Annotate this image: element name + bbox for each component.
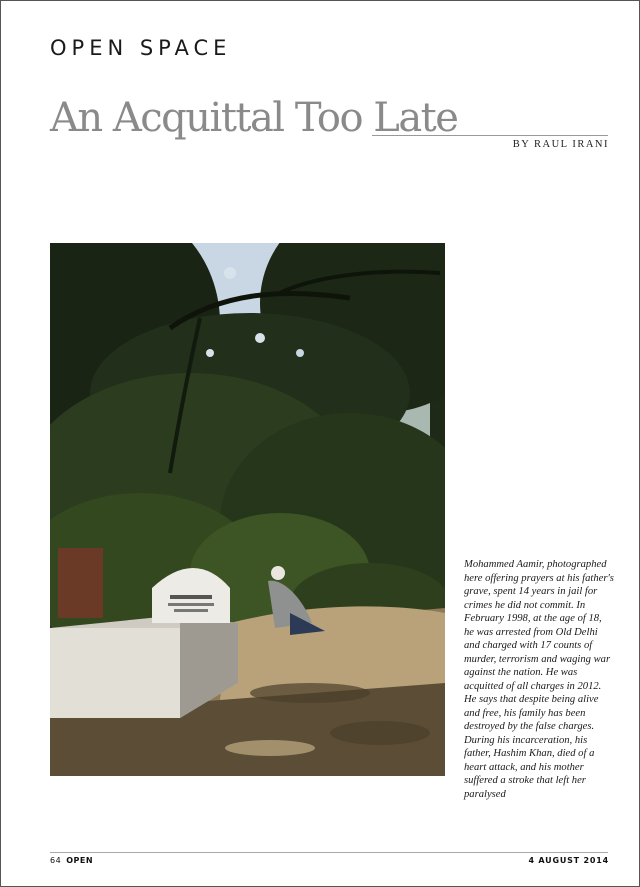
footer-divider (50, 852, 608, 853)
article-byline: BY RAUL IRANI (512, 139, 609, 150)
section-label: OPEN SPACE (50, 36, 232, 60)
grave-prayer-photo (50, 243, 445, 776)
issue-date: 4 AUGUST 2014 (528, 856, 609, 865)
article-headline: An Acquittal Too Late (50, 95, 458, 141)
magazine-name: OPEN (66, 856, 94, 865)
page-number: 64 (50, 856, 62, 865)
headline-divider (372, 135, 608, 136)
photo-caption: Mohammed Aamir, photographed here offering prayers at his father's grave, spent 14 years in jail for crimes he did not commit. In February 1998, at the age of 18, he was arrested from Old Delhi and charged with 17 counts of murder, terrorism and waging war against the nation. He was acquitted of all charges in 2012. He says that despite being alive and free, his family has been destroyed by the false charges. During his incarceration, his father, Hashim Khan, died of a heart attack, and his mother suffered a stroke that left her paralysed (464, 559, 614, 800)
footer-left (50, 856, 93, 865)
